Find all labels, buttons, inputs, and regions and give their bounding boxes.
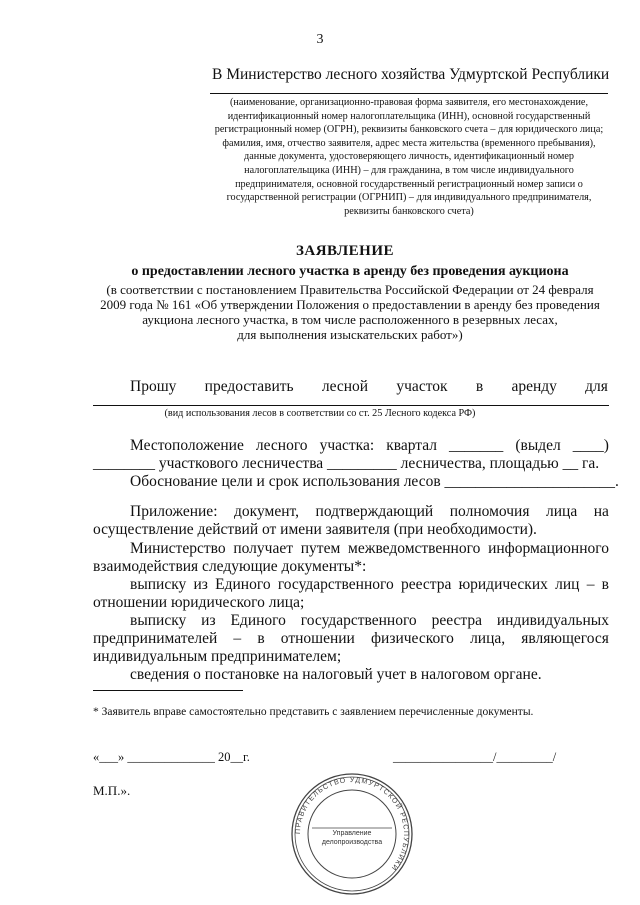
item2-word: Единого xyxy=(230,612,286,629)
location-line xyxy=(130,437,609,455)
request-word: лесной xyxy=(321,378,369,395)
request-word: предоставить xyxy=(204,378,294,395)
applicant-note-line: реквизиты банковского счета) xyxy=(344,205,474,217)
item2-word: отношении xyxy=(280,630,355,647)
document-subtitle: о предоставлении лесного участка в аренду без проведения аукциона xyxy=(131,264,569,279)
attachment-word: лица xyxy=(546,503,578,520)
document-title: ЗАЯВЛЕНИЕ xyxy=(295,243,395,259)
ministry-word: межведомственного xyxy=(348,540,481,557)
item2-word: – xyxy=(233,630,242,647)
plot-field[interactable]: ____) xyxy=(572,437,609,454)
attachment-line-2: осуществление действий от имени заявителя (при необходимости). xyxy=(93,521,537,538)
item1-word: реестра xyxy=(400,576,452,593)
ministry-word: Министерство xyxy=(130,540,226,557)
item2-line-2 xyxy=(93,630,609,648)
applicant-note-line: данные документа, удостоверяющего личность, идентификационный номер xyxy=(244,151,574,163)
addressee: В Министерство лесного хозяйства Удмуртской Республики xyxy=(212,66,610,83)
official-stamp xyxy=(282,772,422,896)
applicant-note-line: регистрационный номер (ОГРН), реквизиты банковского счета – для юридического лица; xyxy=(214,124,604,136)
item1-word: выписку xyxy=(130,576,187,593)
applicant-note-line: (наименование, организационно-правовая форма заявителя, его местонахождение, xyxy=(230,97,588,108)
attachment-word: на xyxy=(593,503,609,520)
item2-word: выписку xyxy=(130,612,187,629)
applicant-note-line: фамилия, имя, отчество заявителя, адрес места жительства (временного пребывания), xyxy=(222,137,596,149)
attachment-word: Приложение: xyxy=(130,503,218,520)
legal-basis-line: (в соответствии с постановлением Правительства Российской Федерации от 24 февраля xyxy=(106,282,594,297)
ministry-word: путем xyxy=(300,540,341,557)
forest-use-note: (вид использования лесов в соответствии со ст. 25 Лесного кодекса РФ) xyxy=(164,408,476,419)
forestry-area-line[interactable]: ________ участкового лесничества _________ лесничества, площадью __ га. xyxy=(93,455,600,472)
item2-word: реестра xyxy=(431,612,482,629)
quarter-field[interactable]: _______ xyxy=(449,437,504,454)
applicant-note-line: государственной регистрации (ОГРНИП) – для индивидуального предпринимателя, xyxy=(226,192,592,204)
legal-basis-line: для выполнения изыскательских работ») xyxy=(237,327,463,342)
applicant-note-line: идентификационный номер налогоплательщика (ИНН), основной государственный xyxy=(227,110,591,122)
item2-word: являющегося xyxy=(521,630,609,647)
request-word: в xyxy=(475,378,484,395)
item1-word: в xyxy=(601,576,609,593)
footnote-rule xyxy=(93,690,243,691)
attachment-line xyxy=(130,503,609,521)
ministry-line xyxy=(130,540,609,558)
stamp-center-line-1: Управление xyxy=(332,830,372,837)
ministry-word: получает xyxy=(233,540,293,557)
item1-line-2: отношении юридического лица; xyxy=(93,594,305,611)
location-word: квартал xyxy=(386,437,437,454)
ministry-line-2: взаимодействия следующие документы*: xyxy=(93,558,367,575)
date-field[interactable]: «___» ______________ 20__г. xyxy=(93,750,250,764)
item1-word: из xyxy=(193,576,208,593)
item2-word: из xyxy=(201,612,216,629)
item2-line xyxy=(130,612,609,630)
legal-basis xyxy=(90,282,610,342)
request-line xyxy=(130,378,608,396)
location-word: участка: xyxy=(319,437,375,454)
legal-basis-line: 2009 года № 161 «Об утверждении Положения о предоставлении в аренду без проведения xyxy=(100,297,600,312)
item1-word: – xyxy=(586,576,595,593)
item1-word: юридических xyxy=(458,576,548,593)
seal-place: М.П.». xyxy=(93,783,131,798)
page-number: 3 xyxy=(316,32,324,47)
item1-word: лиц xyxy=(555,576,580,593)
request-word: аренду xyxy=(511,378,557,395)
footnote: * Заявитель вправе самостоятельно представить с заявлением перечисленные документы. xyxy=(93,706,534,718)
signature-field[interactable]: ________________/_________/ xyxy=(393,750,557,764)
applicant-note xyxy=(210,96,608,218)
attachment-word: подтверждающий xyxy=(315,503,434,520)
item2-word: в xyxy=(257,630,265,647)
location-word: (выдел xyxy=(515,437,561,454)
item1-line xyxy=(130,576,609,594)
item2-word: предпринимателей xyxy=(93,630,218,647)
attachment-word: документ, xyxy=(234,503,299,520)
request-word: Прошу xyxy=(130,378,177,395)
item2-line-3: индивидуальным предпринимателем; xyxy=(93,648,342,665)
legal-basis-line: аукциона лесного участка, в том числе расположенного в резервных лесах, xyxy=(142,312,558,327)
stamp-center-line-2: делопроизводства xyxy=(321,839,383,846)
attachment-word: полномочия xyxy=(449,503,530,520)
item1-word: Единого xyxy=(215,576,271,593)
location-word: Местоположение xyxy=(130,437,244,454)
applicant-note-line: налогоплательщика (ИНН) – для гражданина, в том числе индивидуального xyxy=(244,164,574,176)
ministry-word: информационного xyxy=(488,540,609,557)
applicant-rule xyxy=(210,93,608,94)
item3-line: сведения о постановке на налоговый учет в налоговом органе. xyxy=(130,666,542,683)
forest-use-field[interactable] xyxy=(93,405,609,406)
request-word: для xyxy=(585,378,608,395)
item2-word: лица, xyxy=(470,630,506,647)
location-word: лесного xyxy=(255,437,308,454)
applicant-note-line: предпринимателя, основной государственный регистрационный номер записи о xyxy=(235,178,583,190)
item2-word: физического xyxy=(371,630,454,647)
purpose-line[interactable]: Обоснование цели и срок использования лесов ______________________. xyxy=(130,473,619,490)
item2-word: индивидуальных xyxy=(496,612,609,629)
request-word: участок xyxy=(396,378,448,395)
item1-word: государственного xyxy=(277,576,394,593)
stamp-ring-text: ПРАВИТЕЛЬСТВО УДМУРТСКОЙ РЕСПУБЛИКИ xyxy=(294,776,410,872)
item2-word: государственного xyxy=(300,612,417,629)
